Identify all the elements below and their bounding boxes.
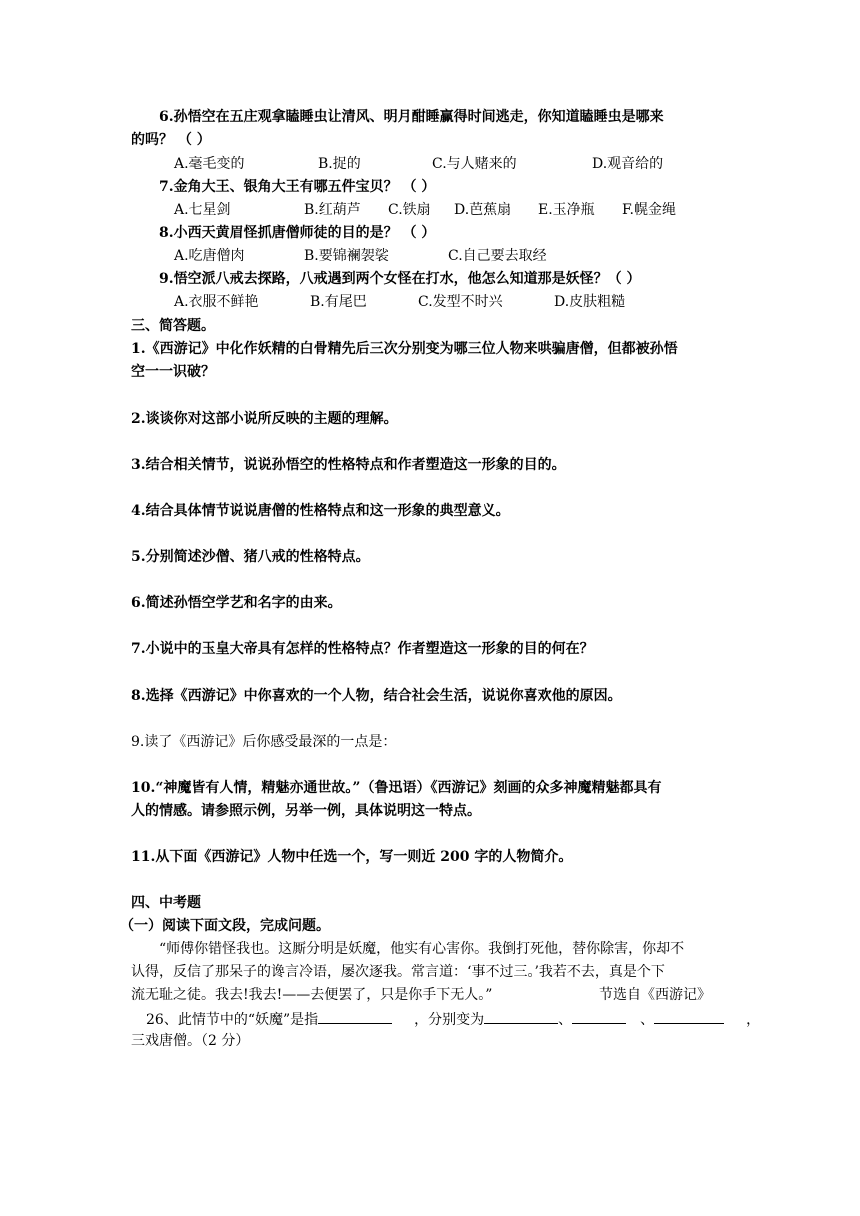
option: B.捉的 — [318, 156, 361, 172]
section-heading-exam: 四、中考题 — [131, 895, 201, 911]
option: F.幌金绳 — [622, 202, 676, 218]
option: D.芭蕉扇 — [454, 202, 512, 218]
answer-blank-4[interactable] — [654, 1009, 724, 1024]
question-6-options — [174, 155, 774, 173]
passage-line-1: “师傅你错怪我也。这厮分明是妖魔，他实有心害你。我倒打死他，替你除害，你却不 — [159, 941, 685, 957]
option: C.与人赌来的 — [432, 156, 517, 172]
short-question-5: 5.分别简述沙僧、猪八戒的性格特点。 — [131, 549, 370, 565]
question-9: 9.悟空派八戒去探路，八戒遇到两个女怪在打水，他怎么知道那是妖怪？（ ） — [159, 271, 641, 287]
question-8: 8.小西天黄眉怪抓唐僧师徒的目的是？ （ ） — [159, 225, 436, 241]
passage-line-2: 认得，反信了那呆子的谗言冷语，屡次逐我。常言道：‘事不过三。’我若不去，真是个下 — [131, 964, 665, 980]
question-6-line1: 6.孙悟空在五庄观拿瞌睡虫让清风、明月酣睡赢得时间逃走，你知道瞌睡虫是哪来 — [159, 109, 664, 125]
short-question-8: 8.选择《西游记》中你喜欢的一个人物，结合社会生活，说说你喜欢他的原因。 — [131, 688, 622, 704]
question-6-line2: 的吗？ （ ） — [131, 132, 211, 148]
short-question-10-line2: 人的情感。请参照示例，另举一例，具体说明这一特点。 — [131, 803, 481, 819]
answer-blank-1[interactable] — [318, 1009, 392, 1024]
short-question-7: 7.小说中的玉皇大帝具有怎样的性格特点？作者塑造这一形象的目的何在？ — [131, 641, 594, 657]
short-question-1-line2: 空一一识破？ — [131, 364, 215, 380]
short-question-1-line1: 1.《西游记》中化作妖精的白骨精先后三次分别变为哪三位人物来哄骗唐僧，但都被孙悟 — [131, 341, 678, 357]
option: D.观音给的 — [592, 156, 664, 172]
question-26-middle: ，分别变为 — [414, 1012, 485, 1028]
passage-source: 节选自《西游记》 — [599, 987, 711, 1003]
answer-blank-3[interactable] — [572, 1009, 626, 1024]
short-question-4: 4.结合具体情节说说唐僧的性格特点和这一形象的典型意义。 — [131, 503, 510, 519]
option: A.吃唐僧肉 — [174, 248, 245, 264]
option: C.发型不时兴 — [418, 294, 503, 310]
question-26-line2: 三戏唐僧。（2 分） — [131, 1033, 250, 1049]
short-question-6: 6.简述孙悟空学艺和名字的由来。 — [131, 595, 342, 611]
option: A.毫毛变的 — [174, 156, 245, 172]
question-9-options — [174, 293, 774, 311]
short-question-2: 2.谈谈你对这部小说所反映的主题的理解。 — [131, 411, 398, 427]
short-question-3: 3.结合相关情节，说说孙悟空的性格特点和作者塑造这一形象的目的。 — [131, 457, 566, 473]
option: A.衣服不鲜艳 — [174, 294, 259, 310]
option: C.自己要去取经 — [448, 248, 547, 264]
separator: 、 — [558, 1012, 573, 1028]
short-question-11: 11.从下面《西游记》人物中任选一个，写一则近 200 字的人物简介。 — [131, 849, 573, 865]
option: D.皮肤粗糙 — [554, 294, 626, 310]
exam-sub-heading: （一）阅读下面文段，完成问题。 — [120, 918, 330, 934]
separator: 、 — [640, 1012, 655, 1028]
option: C.铁扇 — [388, 202, 431, 218]
question-8-options — [174, 247, 774, 265]
short-question-10-line1: 10.“神魔皆有人情，精魅亦通世故。”（鲁迅语）《西游记》刻画的众多神魔精魅都具有 — [131, 780, 662, 796]
question-7: 7.金角大王、银角大王有哪五件宝贝？ （ ） — [159, 179, 436, 195]
section-heading-short-answer: 三、简答题。 — [131, 318, 215, 334]
option: A.七星剑 — [174, 202, 231, 218]
question-7-options — [174, 201, 774, 219]
question-26-prefix: 26、此情节中的“妖魔”是指 — [146, 1012, 319, 1028]
answer-blank-2[interactable] — [484, 1009, 558, 1024]
question-26-line1 — [146, 1009, 760, 1029]
separator: ， — [746, 1012, 761, 1028]
option: B.要锦襕袈裟 — [304, 248, 389, 264]
option: E.玉净瓶 — [538, 202, 595, 218]
short-question-9: 9.读了《西游记》后你感受最深的一点是： — [131, 734, 397, 750]
passage-line-3: 流无耻之徒。我去!我去!——去便罢了，只是你手下无人。” — [131, 987, 493, 1003]
option: B.有尾巴 — [310, 294, 367, 310]
option: B.红葫芦 — [304, 202, 361, 218]
